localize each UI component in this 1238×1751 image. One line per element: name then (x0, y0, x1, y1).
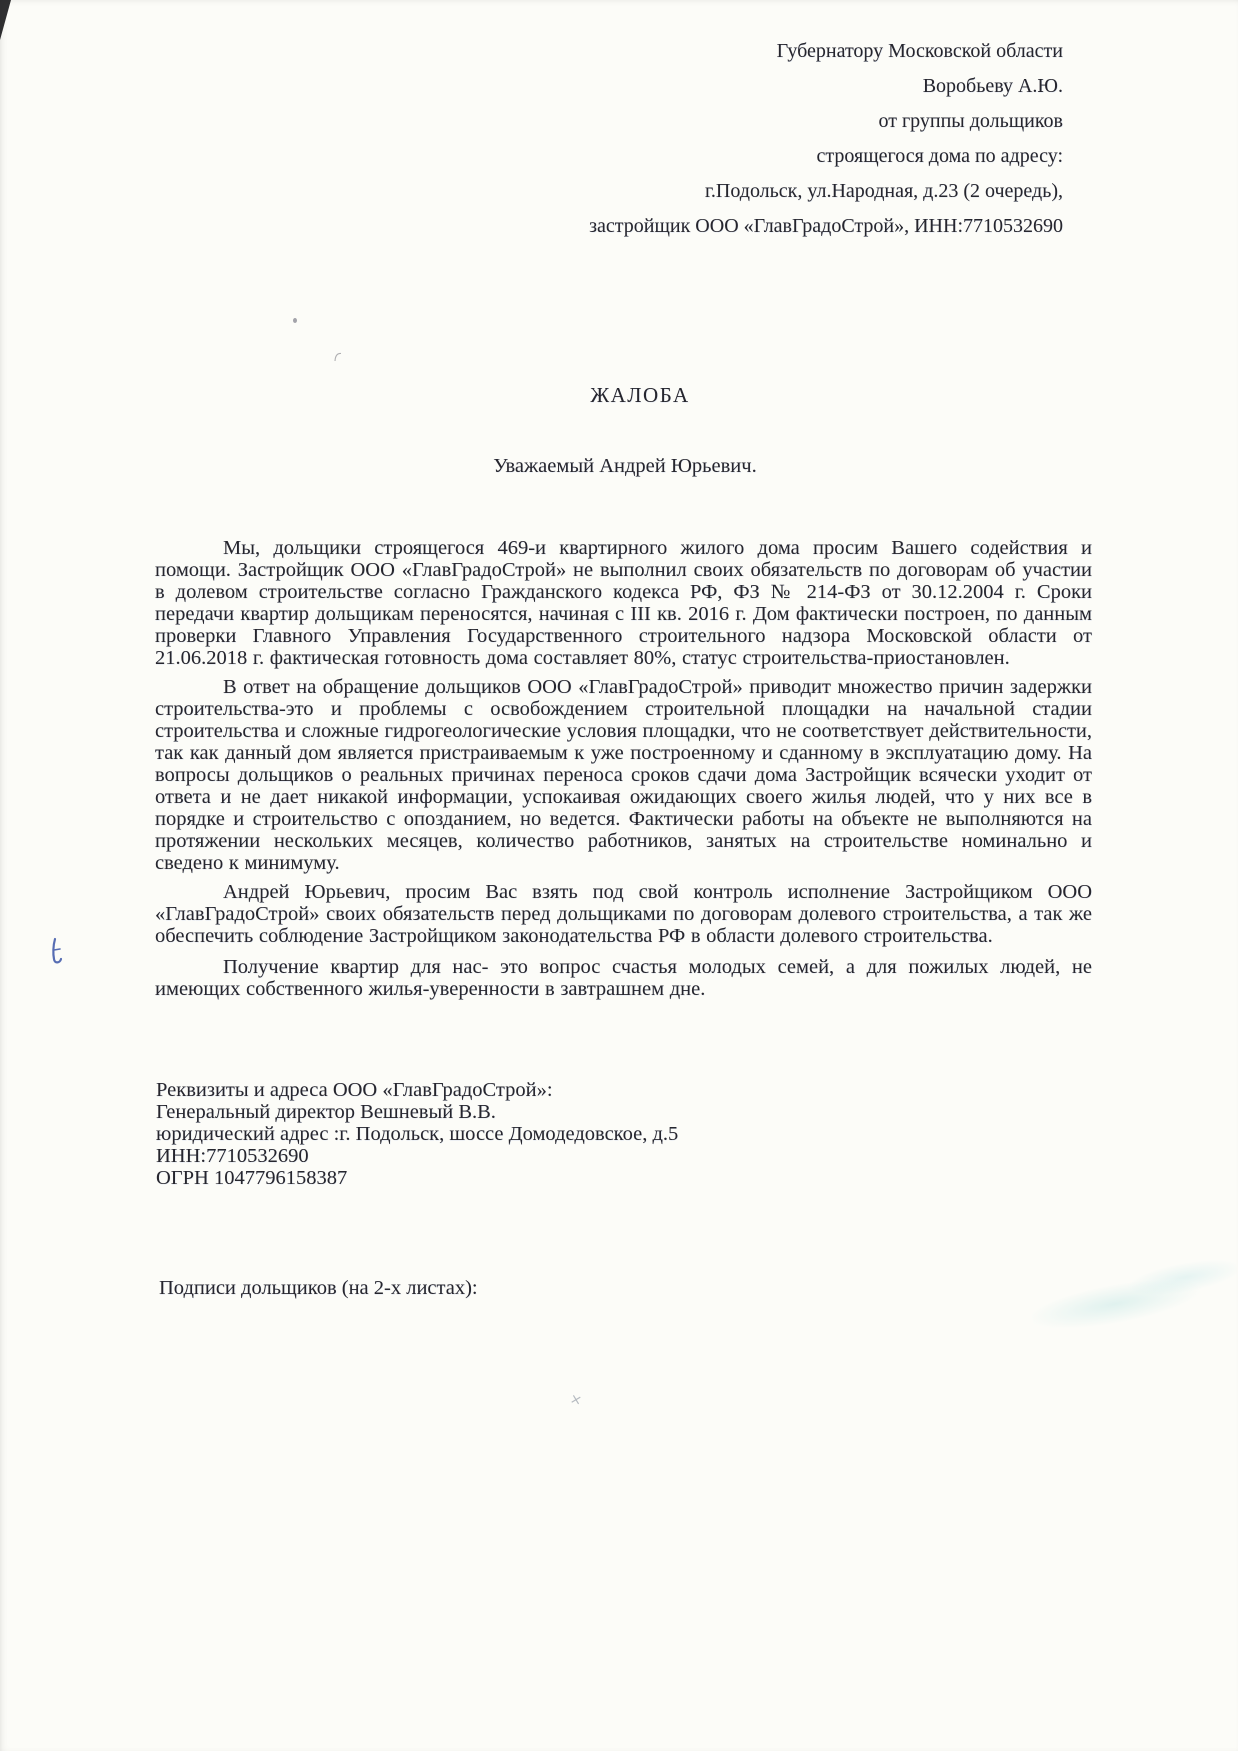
scan-corner-artifact (0, 0, 11, 40)
letter-title: ЖАЛОБА (590, 383, 690, 407)
requisites-line: Генеральный директор Вешневый В.В. (156, 1101, 496, 1123)
salutation: Уважаемый Андрей Юрьевич. (493, 455, 757, 477)
addressee-line: г.Подольск, ул.Народная, д.23 (2 очередь), (704, 180, 1063, 202)
body-paragraph: В ответ на обращение дольщиков ООО «ГлавГрадоСтрой» приводит множество причин задержки строительства-это и проблемы с освобождением строительной площадки на начальной стадии строительства и сложные гидрогеологические условия площадки, что не соответствует действительности, так как данный дом является пристраиваемым к уже построенному и сданному в эксплуатацию дому. На вопросы дольщиков о реальных причинах переноса сроков сдачи дома Застройщик всячески уходит от ответа и не дает никакой информации, успокаивая ожидающих своего жилья людей, что у них все в порядке и строительство с опозданием, но ведется. Фактически работы на объекте не выполняются на протяжении нескольких месяцев, количество работников, занятых на строительстве номинально и сведено к минимуму. (155, 676, 1092, 874)
scan-dot-artifact (293, 318, 297, 323)
addressee-line: Губернатору Московской области (776, 40, 1063, 62)
addressee-line: строящегося дома по адресу: (816, 145, 1063, 167)
addressee-line: Воробьеву А.Ю. (922, 75, 1063, 97)
requisites-line: Реквизиты и адреса ООО «ГлавГрадоСтрой»: (156, 1079, 553, 1101)
requisites-line: ОГРН 1047796158387 (156, 1167, 348, 1189)
signatures-line: Подписи дольщиков (на 2-х листах): (159, 1277, 478, 1299)
requisites-line: юридический адрес :г. Подольск, шоссе Домодедовское, д.5 (156, 1123, 679, 1145)
scan-tick-artifact (334, 351, 343, 363)
letter-body (155, 537, 1092, 1007)
body-paragraph: Получение квартир для нас- это вопрос счастья молодых семей, а для пожилых людей, не имеющих собственного жилья-уверенности в завтрашнем дне. (155, 956, 1092, 1000)
requisites-line: ИНН:7710532690 (156, 1145, 309, 1167)
scan-x-artifact: × (568, 1390, 584, 1410)
letter-addressee-block (303, 34, 1063, 244)
body-paragraph: Мы, дольщики строящегося 469-и квартирного жилого дома просим Вашего содействия и помощи. Застройщик ООО «ГлавГрадоСтрой» не выполнил своих обязательств по договорам об участии в долевом строительстве согласно Гражданского кодекса РФ, ФЗ № 214-ФЗ от 30.12.2004 г. Сроки передачи квартир дольщикам переносятся, начиная с III кв. 2016 г. Дом фактически построен, по данным проверки Главного Управления Государственного строительного надзора Московской области от 21.06.2018 г. фактическая готовность дома составляет 80%, статус строительства-приостановлен. (155, 537, 1092, 669)
body-paragraph: Андрей Юрьевич, просим Вас взять под свой контроль исполнение Застройщиком ООО «ГлавГрадоСтрой» своих обязательств перед дольщиками по договорам долевого строительства, а так же обеспечить соблюдение Застройщиком законодательства РФ в области долевого строительства. (155, 881, 1092, 947)
addressee-line: от группы дольщиков (878, 110, 1063, 132)
requisites-block (156, 1079, 956, 1189)
pen-mark-artifact (48, 936, 66, 972)
scan-smudge-artifact (1026, 1244, 1238, 1349)
addressee-line: застройщик ООО «ГлавГрадоСтрой», ИНН:7710532690 (589, 215, 1063, 237)
